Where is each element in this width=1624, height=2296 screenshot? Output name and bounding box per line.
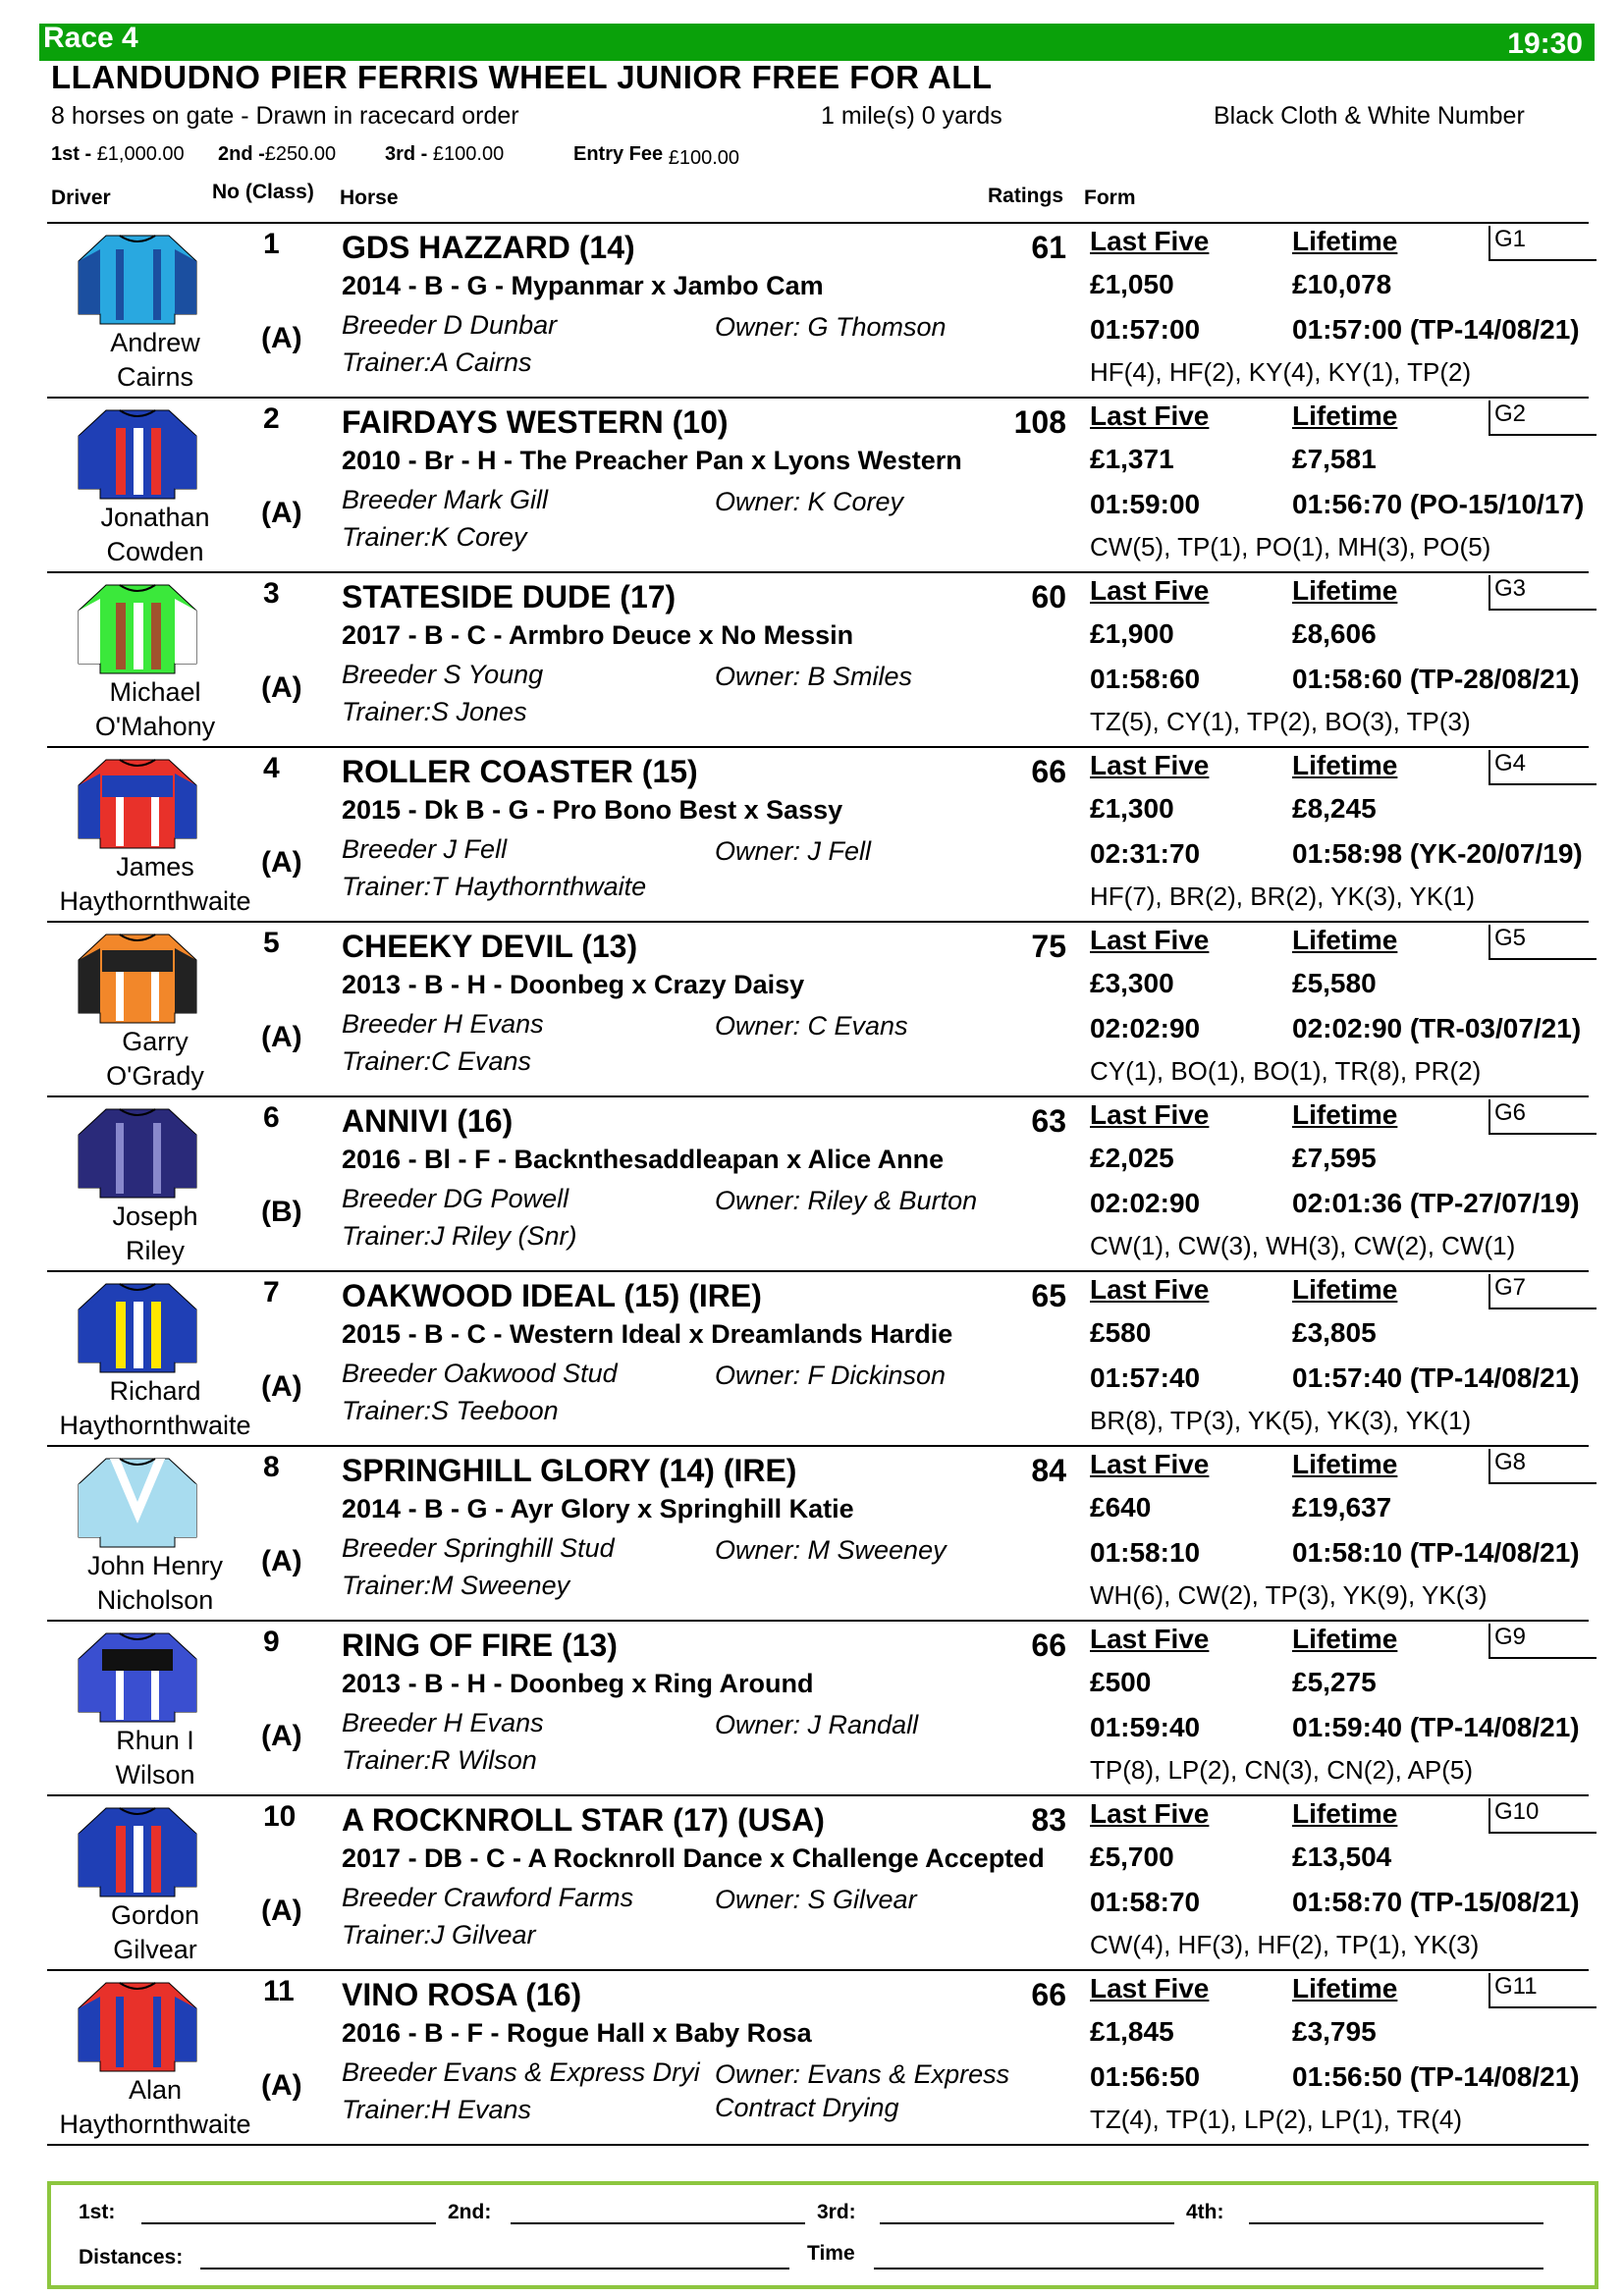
horse-owner: Owner: C Evans [715,1011,908,1041]
runner-class: (A) [261,2069,302,2102]
horse-breeder: Breeder H Evans [342,1708,544,1737]
runner-row [0,224,1624,399]
horse-name: SPRINGHILL GLORY (14) (IRE) [342,1453,797,1488]
horse-trainer: Trainer:J Riley (Snr) [342,1221,577,1251]
lifetime-label: Lifetime [1292,1449,1398,1479]
best-time-lifetime: 01:58:10 (TP-14/08/21) [1292,1537,1580,1568]
earnings-last-five: £3,300 [1090,968,1174,998]
time-field[interactable] [874,2268,1543,2269]
result-box [47,2181,1598,2289]
gate-box: G5 [1489,925,1597,960]
runner-class: (A) [261,1021,302,1053]
earnings-lifetime: £19,637 [1292,1492,1392,1522]
runner-row [0,573,1624,748]
col-driver: Driver [51,187,111,209]
earnings-lifetime: £3,805 [1292,1317,1377,1348]
runner-row [0,1971,1624,2146]
last-five-label: Last Five [1090,575,1210,606]
gate-box: G8 [1489,1449,1597,1484]
earnings-last-five: £1,050 [1090,269,1174,299]
col-form: Form [1084,187,1136,209]
runner-row [0,923,1624,1097]
runner-class: (A) [261,1545,302,1577]
driver-name: Gordon Gilvear [110,1900,200,1964]
horse-name: FAIRDAYS WESTERN (10) [342,404,729,440]
race-header-bar [39,24,1595,61]
lifetime-label: Lifetime [1292,1624,1398,1654]
horse-rating: 66 [1031,754,1066,789]
form-line: HF(7), BR(2), BR(2), YK(3), YK(1) [1090,881,1475,911]
earnings-last-five: £1,845 [1090,2016,1174,2047]
last-five-label: Last Five [1090,1624,1210,1654]
col-no-class: No (Class) [212,181,314,203]
best-time-last-five: 01:58:70 [1090,1887,1201,1917]
horse-rating: 61 [1031,230,1066,265]
horse-breeder: Breeder Evans & Express Dryi [342,2057,700,2087]
horse-breeding: 2017 - DB - C - A Rocknroll Dance x Challenge Accepted [342,1843,1045,1873]
horse-name: RING OF FIRE (13) [342,1628,618,1663]
prize-third: 3rd - £100.00 [385,143,505,165]
horse-rating: 60 [1031,579,1066,614]
horse-breeder: Breeder Oakwood Stud [342,1359,618,1388]
earnings-lifetime: £13,504 [1292,1842,1392,1872]
horse-rating: 66 [1031,1628,1066,1663]
last-five-label: Last Five [1090,925,1210,955]
last-five-label: Last Five [1090,400,1210,431]
best-time-last-five: 02:31:70 [1090,838,1201,869]
result-first-label: 1st: [79,2201,116,2223]
horse-owner: Owner: Evans & Express Contract Drying [715,2059,1010,2122]
horse-owner: Owner: Riley & Burton [715,1186,978,1215]
earnings-lifetime: £8,245 [1292,793,1377,824]
result-third-label: 3rd: [817,2201,856,2223]
runner-number: 8 [263,1451,280,1483]
horse-breeding: 2015 - B - C - Western Ideal x Dreamlands Hardie [342,1319,953,1349]
best-time-lifetime: 01:58:98 (YK-20/07/19) [1292,838,1583,869]
driver-name: Jonathan Cowden [100,503,210,566]
last-five-label: Last Five [1090,1274,1210,1305]
horse-name: CHEEKY DEVIL (13) [342,929,638,964]
runner-row [0,748,1624,923]
form-line: CW(5), TP(1), PO(1), MH(3), PO(5) [1090,532,1491,561]
horse-breeding: 2013 - B - H - Doonbeg x Ring Around [342,1669,814,1698]
blue-black-silk [77,1629,198,1724]
earnings-last-five: £640 [1090,1492,1152,1522]
form-line: WH(6), CW(2), TP(3), YK(9), YK(3) [1090,1580,1488,1610]
runner-number: 3 [263,577,280,610]
horse-trainer: Trainer:A Cairns [342,347,532,377]
runner-row [0,1272,1624,1447]
best-time-last-five: 01:59:00 [1090,489,1201,519]
runner-row [0,1796,1624,1971]
horse-rating: 83 [1031,1802,1066,1838]
horse-breeder: Breeder DG Powell [342,1184,569,1213]
horse-breeding: 2016 - B - F - Rogue Hall x Baby Rosa [342,2018,812,2048]
form-line: TZ(5), CY(1), TP(2), BO(3), TP(3) [1090,707,1471,736]
earnings-last-five: £500 [1090,1667,1152,1697]
result-second-field[interactable] [511,2222,805,2224]
horse-rating: 63 [1031,1103,1066,1139]
earnings-last-five: £1,900 [1090,618,1174,649]
result-fourth-label: 4th: [1186,2201,1224,2223]
form-line: BR(8), TP(3), YK(5), YK(3), YK(1) [1090,1406,1472,1435]
form-line: HF(4), HF(2), KY(4), KY(1), TP(2) [1090,357,1472,387]
best-time-lifetime: 01:57:40 (TP-14/08/21) [1292,1362,1580,1393]
horse-breeding: 2014 - B - G - Mypanmar x Jambo Cam [342,271,824,300]
col-horse: Horse [340,187,399,209]
distances-field[interactable] [200,2268,789,2269]
runner-row [0,1447,1624,1622]
red-blue-silk [77,756,198,850]
last-five-label: Last Five [1090,226,1210,256]
best-time-last-five: 01:58:10 [1090,1537,1201,1568]
earnings-lifetime: £7,581 [1292,444,1377,474]
earnings-last-five: £1,300 [1090,793,1174,824]
horse-breeding: 2015 - Dk B - G - Pro Bono Best x Sassy [342,795,843,825]
runner-number: 1 [263,228,280,260]
red-white-blue-silk [77,1804,198,1898]
horse-breeding: 2013 - B - H - Doonbeg x Crazy Daisy [342,970,805,999]
driver-name: James Haythornthwaite [59,852,251,916]
earnings-lifetime: £7,595 [1292,1143,1377,1173]
lifetime-label: Lifetime [1292,1099,1398,1130]
cloth-info: Black Cloth & White Number [1214,102,1525,130]
horse-owner: Owner: F Dickinson [715,1361,947,1390]
gate-box: G11 [1489,1973,1597,2008]
horse-owner: Owner: M Sweeney [715,1535,947,1565]
earnings-lifetime: £8,606 [1292,618,1377,649]
gate-box: G6 [1489,1099,1597,1135]
best-time-lifetime: 01:56:50 (TP-14/08/21) [1292,2061,1580,2092]
driver-name: John Henry Nicholson [86,1551,224,1615]
horse-trainer: Trainer:S Teeboon [342,1396,559,1425]
distances-label: Distances: [79,2246,184,2269]
best-time-lifetime: 01:59:40 (TP-14/08/21) [1292,1712,1580,1742]
horse-rating: 65 [1031,1278,1066,1313]
horse-breeder: Breeder Mark Gill [342,485,549,514]
best-time-lifetime: 01:58:60 (TP-28/08/21) [1292,664,1580,694]
earnings-lifetime: £5,580 [1292,968,1377,998]
horse-breeding: 2017 - B - C - Armbro Deuce x No Messin [342,620,854,650]
best-time-lifetime: 02:01:36 (TP-27/07/19) [1292,1188,1580,1218]
cc-logo-silk [77,232,198,326]
runner-row [0,1622,1624,1796]
gate-box: G7 [1489,1274,1597,1309]
horse-breeder: Breeder S Young [342,660,544,689]
earnings-last-five: £2,025 [1090,1143,1174,1173]
col-ratings: Ratings [988,185,1064,207]
runner-class: (A) [261,1370,302,1403]
runner-row [0,1097,1624,1272]
best-time-last-five: 02:02:90 [1090,1188,1201,1218]
best-time-lifetime: 01:58:70 (TP-15/08/21) [1292,1887,1580,1917]
earnings-last-five: £580 [1090,1317,1152,1348]
runner-number: 6 [263,1101,280,1134]
earnings-lifetime: £3,795 [1292,2016,1377,2047]
horse-breeder: Breeder J Fell [342,834,508,864]
form-line: TZ(4), TP(1), LP(2), LP(1), TR(4) [1090,2105,1462,2134]
horse-owner: Owner: K Corey [715,487,904,516]
race-title: LLANDUDNO PIER FERRIS WHEEL JUNIOR FREE FOR ALL [51,59,993,95]
best-time-lifetime: 01:56:70 (PO-15/10/17) [1292,489,1585,519]
row-divider [47,2144,1589,2146]
horse-breeding: 2016 - Bl - F - Backnthesaddleapan x Alice Anne [342,1145,945,1174]
gate-box: G1 [1489,226,1597,261]
last-five-label: Last Five [1090,1099,1210,1130]
runner-class: (A) [261,322,302,354]
lifetime-label: Lifetime [1292,400,1398,431]
best-time-last-five: 01:57:00 [1090,314,1201,345]
form-line: TP(8), LP(2), CN(3), CN(2), AP(5) [1090,1755,1474,1785]
horse-name: ROLLER COASTER (15) [342,754,698,789]
blue-yellow-silk [77,1280,198,1374]
gate-box: G10 [1489,1798,1597,1834]
best-time-last-five: 01:56:50 [1090,2061,1201,2092]
runner-number: 4 [263,752,280,784]
earnings-lifetime: £5,275 [1292,1667,1377,1697]
runner-number: 5 [263,927,280,959]
last-five-label: Last Five [1090,1973,1210,2003]
gate-box: G2 [1489,400,1597,436]
earnings-lifetime: £10,078 [1292,269,1392,299]
runner-number: 10 [263,1800,297,1833]
horse-owner: Owner: G Thomson [715,312,947,342]
form-line: CW(1), CW(3), WH(3), CW(2), CW(1) [1090,1231,1516,1260]
horse-trainer: Trainer:M Sweeney [342,1571,570,1600]
gate-box: G3 [1489,575,1597,611]
driver-name: Alan Haythornthwaite [59,2075,251,2139]
entry-fee: Entry Fee £100.00 [573,143,740,169]
horse-breeding: 2010 - Br - H - The Preacher Pan x Lyons Western [342,446,962,475]
horse-name: A ROCKNROLL STAR (17) (USA) [342,1802,825,1838]
best-time-last-five: 02:02:90 [1090,1013,1201,1043]
runner-number: 7 [263,1276,280,1308]
earnings-last-five: £1,371 [1090,444,1174,474]
last-five-label: Last Five [1090,1798,1210,1829]
best-time-last-five: 01:59:40 [1090,1712,1201,1742]
best-time-lifetime: 01:57:00 (TP-14/08/21) [1292,314,1580,345]
last-five-label: Last Five [1090,750,1210,780]
last-five-label: Last Five [1090,1449,1210,1479]
prize-second: 2nd -£250.00 [218,143,337,165]
driver-name: Richard Haythornthwaite [59,1376,251,1440]
gate-box: G9 [1489,1624,1597,1659]
stars-silk [77,406,198,501]
horse-rating: 75 [1031,929,1066,964]
horse-trainer: Trainer:K Corey [342,522,527,552]
horse-trainer: Trainer:S Jones [342,697,527,726]
horse-breeding: 2014 - B - G - Ayr Glory x Springhill Katie [342,1494,854,1523]
runner-class: (A) [261,846,302,879]
driver-name: Joseph Riley [112,1201,198,1265]
runner-number: 9 [263,1626,280,1658]
best-time-lifetime: 02:02:90 (TR-03/07/21) [1292,1013,1582,1043]
horse-name: OAKWOOD IDEAL (15) (IRE) [342,1278,762,1313]
lifetime-label: Lifetime [1292,1798,1398,1829]
runner-class: (B) [261,1196,302,1228]
horse-breeder: Breeder Crawford Farms [342,1883,634,1912]
race-number: Race 4 [43,22,138,54]
driver-name: Andrew Cairns [110,328,200,392]
result-third-field[interactable] [880,2222,1174,2224]
horse-trainer: Trainer:R Wilson [342,1745,537,1775]
horse-breeder: Breeder Springhill Stud [342,1533,615,1563]
lifetime-label: Lifetime [1292,575,1398,606]
best-time-last-five: 01:58:60 [1090,664,1201,694]
horse-trainer: Trainer:T Haythornthwaite [342,872,647,901]
lifetime-label: Lifetime [1292,1973,1398,2003]
horse-name: ANNIVI (16) [342,1103,514,1139]
lifetime-label: Lifetime [1292,925,1398,955]
runner-row [0,399,1624,573]
horse-trainer: Trainer:J Gilvear [342,1920,536,1949]
driver-name: Michael O'Mahony [94,677,216,741]
horse-breeder: Breeder D Dunbar [342,310,558,340]
runner-class: (A) [261,1720,302,1752]
horse-owner: Owner: J Randall [715,1710,919,1739]
lifetime-label: Lifetime [1292,1274,1398,1305]
driver-name: Rhun I Wilson [115,1726,195,1789]
horse-owner: Owner: S Gilvear [715,1885,917,1914]
lifetime-label: Lifetime [1292,750,1398,780]
form-line: CW(4), HF(3), HF(2), TP(1), YK(3) [1090,1930,1480,1959]
lifetime-label: Lifetime [1292,226,1398,256]
horse-rating: 66 [1031,1977,1066,2012]
driver-name: Garry O'Grady [106,1027,204,1091]
horse-name: STATESIDE DUDE (17) [342,579,677,614]
horse-name: VINO ROSA (16) [342,1977,582,2012]
orange-silk [77,931,198,1025]
result-fourth-field[interactable] [1249,2222,1543,2224]
horse-trainer: Trainer:C Evans [342,1046,532,1076]
gate-box: G4 [1489,750,1597,785]
horse-rating: 84 [1031,1453,1066,1488]
horse-name: GDS HAZZARD (14) [342,230,635,265]
race-time: 19:30 [1507,27,1583,60]
horse-rating: 108 [1013,404,1066,440]
horse-breeder: Breeder H Evans [342,1009,544,1039]
horse-trainer: Trainer:H Evans [342,2095,532,2124]
light-blue-silk [77,1455,198,1549]
horse-owner: Owner: B Smiles [715,662,913,691]
time-label: Time [807,2242,855,2265]
red-silk [77,1979,198,2073]
form-line: CY(1), BO(1), BO(1), TR(8), PR(2) [1090,1056,1482,1086]
runner-class: (A) [261,1895,302,1927]
runner-number: 2 [263,402,280,435]
earnings-last-five: £5,700 [1090,1842,1174,1872]
race-distance: 1 mile(s) 0 yards [821,102,1002,130]
gate-info: 8 horses on gate - Drawn in racecard order [51,102,519,130]
jr-silk [77,1105,198,1200]
runner-class: (A) [261,671,302,704]
result-first-field[interactable] [141,2222,436,2224]
result-second-label: 2nd: [448,2201,492,2223]
prize-first: 1st - £1,000.00 [51,143,185,165]
horse-owner: Owner: J Fell [715,836,872,866]
best-time-last-five: 01:57:40 [1090,1362,1201,1393]
runner-class: (A) [261,497,302,529]
green-silk [77,581,198,675]
runner-number: 11 [263,1975,295,2007]
